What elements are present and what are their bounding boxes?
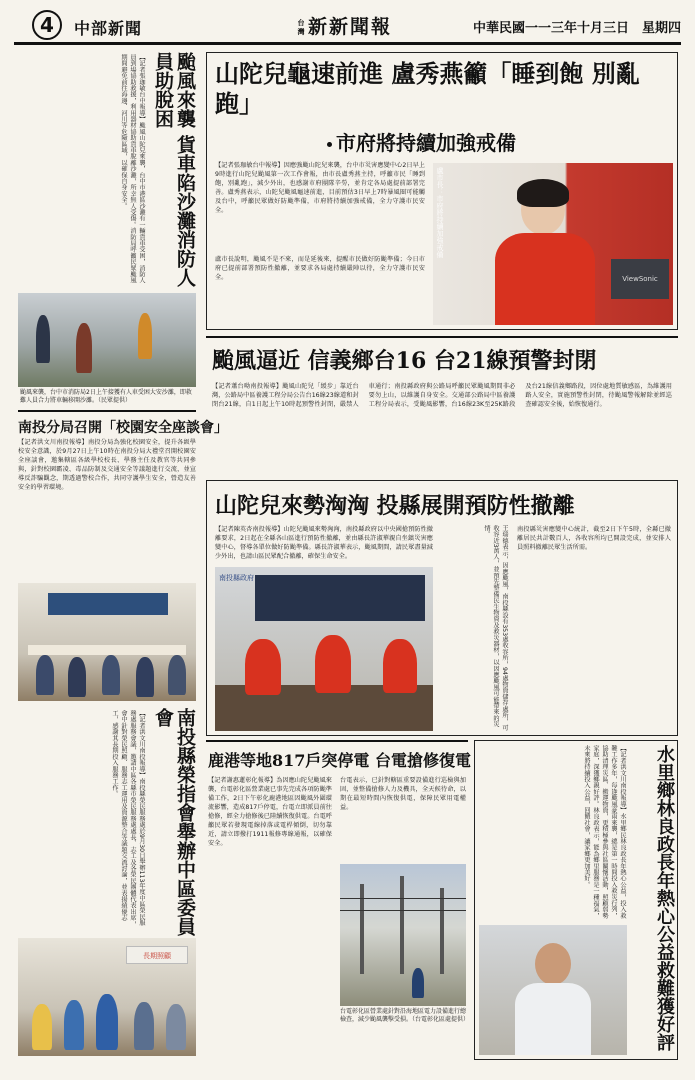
story-power bbox=[206, 740, 471, 1060]
volunteer-figure bbox=[96, 994, 118, 1050]
power-line bbox=[340, 910, 466, 911]
evac-headline: 山陀兒來勢洶洶 投縣展開預防性撤離 bbox=[215, 493, 575, 519]
rescuer-figure bbox=[76, 323, 92, 373]
attendee-figure bbox=[136, 657, 154, 697]
story-volunteer bbox=[18, 708, 196, 936]
story-road-closure bbox=[206, 336, 678, 476]
photo-truck-rescue bbox=[18, 293, 196, 387]
volunteer-figure bbox=[64, 1000, 84, 1050]
photo-volunteer-meeting bbox=[18, 938, 196, 1056]
road-body: 【記者蕭台呦南投報導】颱風山陀兒「緩步」靠近台灣，公路局中區養護工程分局公告台16線23線道和封閉台21線，自1日起上午10時起預警性封閉，嚴禁人車通行；南投縣政府與公路局呼籲民眾颱風期間非必要勿上山，以維護自身安全。交通部公路局中區養護工程分局表示，受颱風影響，台16線23K至25K路段及台21線信義鄉路段，因位處地質敏感區，為維護用路人安全，實施預警性封閉，待颱風警報解除並經巡查確認安全後，始恢復通行。 bbox=[212, 383, 672, 408]
attendee-figure bbox=[168, 655, 186, 695]
transmission-tower bbox=[440, 888, 444, 974]
photo-mayor bbox=[433, 163, 673, 325]
power-body: 【記者謝惠蓮彰化報導】為因應山陀兒颱風來襲，台電彰化區營業處已事先完成各項防颱準備工作，2日下午彰化鹿港地區因颱風外圍環流影響，造成817戶停電，台電立即派員前往搶修，經全力搶修後已陸續恢復供電。台電呼籲民眾若發現電線掉落或電桿傾倒，切勿靠近，請立即撥打1911報修專線通報，以確保安全。 bbox=[208, 777, 332, 847]
volunteer-banner-text: 長期照顧 bbox=[143, 952, 171, 960]
subhead-bullet bbox=[327, 142, 332, 147]
mayor-hair bbox=[517, 179, 569, 207]
main-subheadline-text: 市府將持續加強戒備 bbox=[336, 131, 516, 155]
lin-shirt bbox=[515, 983, 591, 1055]
power-line bbox=[340, 898, 466, 899]
story-volunteer-headline: 南投縣榮指會舉辦中區委員會 bbox=[152, 708, 196, 936]
evac-body-3: 南投縣災害應變中心統計，截至2日下午5時，全縣已撤離居民共計數百人，各收容所均已開設完成，並安排人員照料撤離民眾生活所需。 bbox=[517, 526, 671, 551]
attendee-figure bbox=[36, 655, 54, 695]
story-evacuation bbox=[206, 480, 678, 736]
lin-body: 【記者洪文川南投報導】水里鄉民林良政長年熱心公益，投入救難工作多年，每逢颱風豪雨來襲，總是第一時間投入救災行列，協助清理災區、搬運物資，更積極參與社區關懷活動，照顧弱勢家庭，深獲鄉親好評。林良政表示，能為鄉里服務是一種福氣，未來將持續投入公益，回饋社會，讓家鄉更加美好。 bbox=[583, 745, 626, 919]
evac-body: 【記者陳英杏南投報導】山陀兒颱風來勢洶洶，南投縣政府以中央國搶預防性撤離要求，2日起在全縣各山區進行預防性撤離，並由縣長許淑華親自坐鎮災害應變中心，督導各單位做好防颱準備。縣長許淑華表示，颱風期間，請民眾盡量減少外出，也請山區民眾配合撤離，確保生命安全。 bbox=[215, 526, 433, 560]
meeting-banner bbox=[48, 593, 168, 615]
photo-lin bbox=[479, 925, 627, 1055]
page-number: 4 bbox=[40, 13, 54, 37]
official-figure bbox=[315, 635, 351, 693]
photo-power-station bbox=[340, 864, 466, 1006]
attendee-figure bbox=[68, 657, 86, 697]
story-school-headline: 南投分局召開「校園安全座談會」 bbox=[18, 420, 228, 436]
section-title: 中部新聞 bbox=[74, 19, 143, 38]
attendee-figure bbox=[102, 655, 120, 695]
photo-evac-meeting bbox=[215, 567, 433, 731]
photo-mayor-caption: 盧市長：市府將持續加強戒備 bbox=[436, 167, 444, 258]
main-body: 【記者張珈敏台中報導】因應強颱山陀兒來襲，台中市災害應變中心2日早上9時進行山陀兒颱風第一次工作會報，由市長盧秀燕主持，呼籲市民「睡到飽，別亂跑」，減少外出，也感謝市府團隊辛勞，並肯定各局處提前部署完善。盧秀燕表示，山陀兒颱風龜速前進，目前預估3日早上7時暴風圈可能觸及台中，呼籲民眾做好防颱準備，市府將持續加強戒備，全力守護市民安全。 bbox=[215, 162, 425, 214]
volunteer-banner bbox=[126, 946, 188, 964]
volunteer-figure bbox=[134, 1002, 154, 1050]
mayor-vest bbox=[495, 233, 595, 325]
power-photo-caption: 台電彰化區營業處針對沿海地區電力設備進行總檢查，減少颱風襲擊受損。（台電彰化區處提供） bbox=[340, 1008, 470, 1023]
masthead-title: 新新聞報 bbox=[308, 16, 393, 38]
story-main bbox=[206, 52, 678, 330]
power-body-2: 台電表示，已針對轄區重要設備進行巡檢與加固，並整備搶修人力及機具，全天候待命，以期在最短時間內恢復供電，保障民眾用電權益。 bbox=[340, 777, 466, 811]
rescuer-figure bbox=[138, 313, 152, 359]
issue-date: 中華民國一一三年十月三日 星期四 bbox=[472, 21, 681, 36]
evac-body-2: 王瑞德表示，因應颱風，南投縣設有353處收容所，94處物資儲存處所，可收容近3萬人，並預先整備民生物資及救災器材，以因應颱風可能帶來的災情。 bbox=[483, 525, 508, 731]
screen-wall bbox=[255, 575, 425, 621]
story-truck-body: 【記者張珈敏台中報導】颱風山陀兒來襲，台中市港區沙灘有一輛貨車受困，消防人員到場協助救援，利用器材協助貨車脫離沙灘，所幸無人受傷。消防局呼籲民眾颱風期間避免前往海邊、河川等危險區域，以確保自身安全。 bbox=[120, 54, 145, 284]
story-lin bbox=[474, 740, 678, 1060]
road-headline: 颱風逼近 信義鄉台16 台21線預警封閉 bbox=[212, 348, 597, 374]
story-truck-headline: 颱風來襲 貨車陷沙灘消防人員助脫困 bbox=[152, 52, 196, 287]
lin-headline: 水里鄉林良政長年熱心公益救難獲好評 bbox=[654, 745, 675, 1051]
rescuer-figure bbox=[36, 315, 50, 363]
main-headline: 山陀兒龜速前進 盧秀燕籲「睡到飽 別亂跑」 bbox=[215, 59, 640, 118]
official-figure bbox=[245, 639, 281, 695]
story-school-body: 【記者洪文川南投報導】南投分局為強化校園安全，提升各級學校安全意識，於9月27日上午10時在南投分局大禮堂召開校園安全座談會，邀集轄區各級學校校長、學務主任及教官等共同參與，針對校園霸凌、毒品防制及交通安全等議題進行交流，並宣導反詐騙觀念，期透過警校合作，共同守護學生安全，營造友善安全的學習環境。 bbox=[18, 439, 196, 491]
story-school-safety bbox=[18, 410, 228, 580]
main-body-2: 盧市長說明，颱風不是不來，而是延後來，提醒市民做好防颱準備；今日市府已提前部署預防性撤離，並要求各局處持續嚴陣以待，全力守護市民安全。 bbox=[215, 256, 425, 281]
masthead bbox=[296, 12, 392, 39]
page-number-badge bbox=[32, 10, 62, 40]
volunteer-figure bbox=[32, 1004, 52, 1050]
power-headline: 鹿港等地817戶突停電 台電搶修復電 bbox=[208, 751, 471, 770]
photo-truck-caption: 颱風來襲，台中市消防局2日上午接獲有人車受困大安沙灘，即救難人員合力將車輛移開沙灘。（民眾提供） bbox=[20, 389, 192, 404]
main-subheadline bbox=[327, 127, 516, 156]
lin-head bbox=[535, 943, 571, 985]
monitor bbox=[611, 259, 669, 299]
photo-school-meeting bbox=[18, 583, 196, 701]
story-truck-sand bbox=[18, 52, 196, 290]
official-figure bbox=[383, 639, 417, 693]
story-volunteer-body: 【記者洪文川南投報導】南投縣榮民服務處於9月30日舉辦113年度中區榮民服務處服務會議，邀請中區各縣市榮民服務處處長、志工及各榮民團體代表出席，會中針對榮民照顧、服務志工運用及資源整合等議題交流討論，並表揚績優志工，感謝其長期投入服務工作。 bbox=[111, 710, 145, 927]
monitor-brand: ViewSonic bbox=[622, 275, 658, 283]
screen-label: 南投縣政府 bbox=[219, 574, 254, 582]
header-rule bbox=[14, 42, 681, 45]
masthead-prefix: 台灣 bbox=[297, 19, 306, 37]
transmission-tower bbox=[400, 876, 404, 974]
worker-figure bbox=[412, 968, 424, 998]
volunteer-figure bbox=[166, 1004, 186, 1050]
meeting-table bbox=[28, 645, 186, 655]
